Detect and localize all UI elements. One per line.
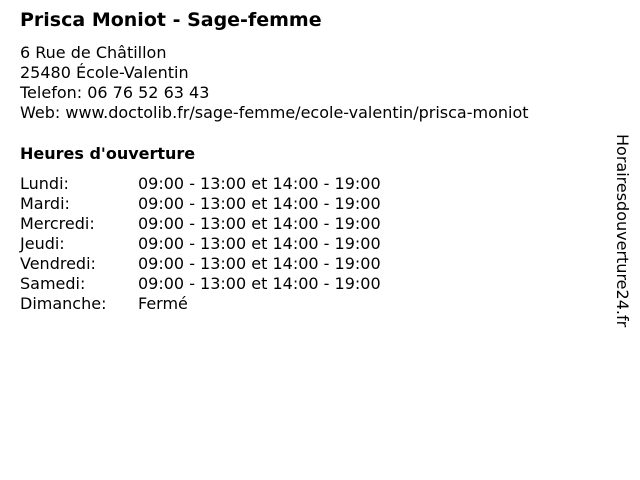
watermark-text: Horairesdouverture24.fr: [613, 134, 632, 328]
time-value: 09:00 - 13:00 et 14:00 - 19:00: [138, 274, 381, 293]
day-label: Dimanche:: [20, 294, 107, 313]
hours-row-tuesday: [20, 194, 381, 214]
time-value: Fermé: [138, 294, 188, 313]
street-address: 6 Rue de Châtillon: [20, 43, 167, 62]
city-postal: 25480 École-Valentin: [20, 63, 189, 82]
day-label: Jeudi:: [20, 234, 65, 253]
time-value: 09:00 - 13:00 et 14:00 - 19:00: [138, 234, 381, 253]
day-label: Vendredi:: [20, 254, 96, 273]
hours-row-thursday: [20, 234, 381, 254]
hours-row-sunday: [20, 294, 381, 314]
day-label: Mercredi:: [20, 214, 95, 233]
phone-number: Telefon: 06 76 52 63 43: [20, 83, 210, 102]
time-value: 09:00 - 13:00 et 14:00 - 19:00: [138, 254, 381, 273]
day-label: Lundi:: [20, 174, 69, 193]
day-label: Mardi:: [20, 194, 70, 213]
opening-hours-table: [20, 174, 381, 314]
hours-row-monday: [20, 174, 381, 194]
watermark: [611, 134, 633, 344]
website-line: Web: www.doctolib.fr/sage-femme/ecole-valentin/prisca-moniot: [20, 103, 529, 122]
hours-row-saturday: [20, 274, 381, 294]
time-value: 09:00 - 13:00 et 14:00 - 19:00: [138, 214, 381, 233]
address-block: [20, 43, 529, 123]
day-label: Samedi:: [20, 274, 86, 293]
hours-heading: Heures d'ouverture: [20, 144, 196, 163]
hours-row-friday: [20, 254, 381, 274]
business-title: Prisca Moniot - Sage-femme: [20, 9, 322, 31]
time-value: 09:00 - 13:00 et 14:00 - 19:00: [138, 174, 381, 193]
hours-row-wednesday: [20, 214, 381, 234]
time-value: 09:00 - 13:00 et 14:00 - 19:00: [138, 194, 381, 213]
